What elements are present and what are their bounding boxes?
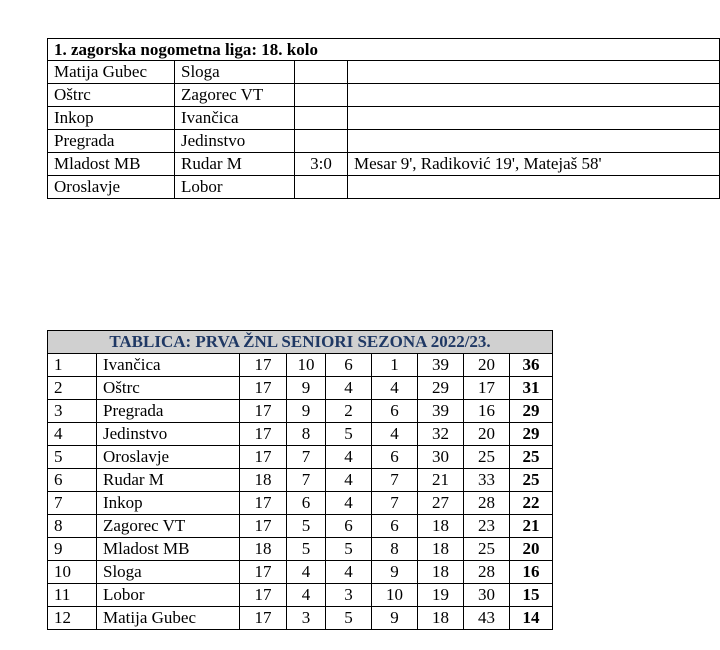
wins: 3: [287, 607, 326, 630]
standings-row: [48, 607, 553, 630]
standings-row: [48, 492, 553, 515]
losses: 8: [372, 538, 418, 561]
standings-row: [48, 446, 553, 469]
match-score: [295, 176, 348, 199]
wins: 7: [287, 469, 326, 492]
position: 12: [48, 607, 97, 630]
draws: 5: [326, 423, 372, 446]
draws: 3: [326, 584, 372, 607]
losses: 6: [372, 400, 418, 423]
position: 3: [48, 400, 97, 423]
team-name: Lobor: [97, 584, 240, 607]
played: 17: [240, 584, 287, 607]
losses: 4: [372, 423, 418, 446]
standings-table: [47, 330, 553, 630]
goals-against: 17: [464, 377, 510, 400]
played: 17: [240, 446, 287, 469]
standings-row: [48, 561, 553, 584]
draws: 6: [326, 515, 372, 538]
goals-for: 39: [418, 354, 464, 377]
wins: 5: [287, 515, 326, 538]
standings-row: [48, 538, 553, 561]
home-team: Oštrc: [48, 84, 175, 107]
played: 17: [240, 561, 287, 584]
played: 17: [240, 400, 287, 423]
match-score: [295, 61, 348, 84]
points: 14: [510, 607, 553, 630]
team-name: Rudar M: [97, 469, 240, 492]
goal-scorers: [348, 84, 720, 107]
away-team: Rudar M: [175, 153, 295, 176]
draws: 6: [326, 354, 372, 377]
points: 36: [510, 354, 553, 377]
points: 29: [510, 400, 553, 423]
round-title-row: [48, 39, 720, 61]
standings-row: [48, 584, 553, 607]
goals-against: 25: [464, 446, 510, 469]
points: 31: [510, 377, 553, 400]
points: 25: [510, 469, 553, 492]
goals-against: 25: [464, 538, 510, 561]
wins: 8: [287, 423, 326, 446]
match-score: 3:0: [295, 153, 348, 176]
played: 17: [240, 423, 287, 446]
losses: 4: [372, 377, 418, 400]
losses: 9: [372, 561, 418, 584]
played: 17: [240, 492, 287, 515]
draws: 4: [326, 561, 372, 584]
away-team: Jedinstvo: [175, 130, 295, 153]
played: 18: [240, 538, 287, 561]
away-team: Lobor: [175, 176, 295, 199]
losses: 1: [372, 354, 418, 377]
match-row: [48, 84, 720, 107]
home-team: Matija Gubec: [48, 61, 175, 84]
goals-against: 16: [464, 400, 510, 423]
played: 17: [240, 354, 287, 377]
played: 18: [240, 469, 287, 492]
played: 17: [240, 377, 287, 400]
standings-title: TABLICA: PRVA ŽNL SENIORI SEZONA 2022/23.: [48, 331, 553, 354]
losses: 6: [372, 515, 418, 538]
team-name: Oštrc: [97, 377, 240, 400]
draws: 5: [326, 538, 372, 561]
losses: 6: [372, 446, 418, 469]
goals-against: 28: [464, 492, 510, 515]
wins: 7: [287, 446, 326, 469]
team-name: Mladost MB: [97, 538, 240, 561]
goal-scorers: [348, 130, 720, 153]
goals-against: 43: [464, 607, 510, 630]
goal-scorers: [348, 176, 720, 199]
team-name: Ivančica: [97, 354, 240, 377]
away-team: Sloga: [175, 61, 295, 84]
match-score: [295, 84, 348, 107]
goals-for: 19: [418, 584, 464, 607]
position: 10: [48, 561, 97, 584]
points: 25: [510, 446, 553, 469]
match-row: [48, 61, 720, 84]
points: 20: [510, 538, 553, 561]
position: 1: [48, 354, 97, 377]
position: 9: [48, 538, 97, 561]
match-score: [295, 130, 348, 153]
points: 29: [510, 423, 553, 446]
draws: 2: [326, 400, 372, 423]
round-results-table: [47, 38, 720, 199]
wins: 6: [287, 492, 326, 515]
round-title: 1. zagorska nogometna liga: 18. kolo: [48, 39, 720, 61]
played: 17: [240, 515, 287, 538]
goals-for: 18: [418, 538, 464, 561]
wins: 4: [287, 561, 326, 584]
losses: 7: [372, 469, 418, 492]
home-team: Mladost MB: [48, 153, 175, 176]
goal-scorers: [348, 107, 720, 130]
wins: 10: [287, 354, 326, 377]
goals-against: 20: [464, 354, 510, 377]
match-row: [48, 153, 720, 176]
losses: 7: [372, 492, 418, 515]
home-team: Inkop: [48, 107, 175, 130]
goals-for: 27: [418, 492, 464, 515]
draws: 4: [326, 446, 372, 469]
goals-for: 39: [418, 400, 464, 423]
position: 4: [48, 423, 97, 446]
points: 21: [510, 515, 553, 538]
match-row: [48, 107, 720, 130]
team-name: Oroslavje: [97, 446, 240, 469]
goals-against: 28: [464, 561, 510, 584]
match-row: [48, 130, 720, 153]
away-team: Ivančica: [175, 107, 295, 130]
points: 15: [510, 584, 553, 607]
points: 22: [510, 492, 553, 515]
goal-scorers: [348, 61, 720, 84]
goals-for: 21: [418, 469, 464, 492]
position: 7: [48, 492, 97, 515]
goals-against: 30: [464, 584, 510, 607]
wins: 4: [287, 584, 326, 607]
team-name: Matija Gubec: [97, 607, 240, 630]
position: 5: [48, 446, 97, 469]
goals-for: 18: [418, 561, 464, 584]
goals-for: 32: [418, 423, 464, 446]
points: 16: [510, 561, 553, 584]
standings-row: [48, 354, 553, 377]
position: 11: [48, 584, 97, 607]
standings-row: [48, 400, 553, 423]
team-name: Inkop: [97, 492, 240, 515]
goals-against: 23: [464, 515, 510, 538]
position: 8: [48, 515, 97, 538]
team-name: Sloga: [97, 561, 240, 584]
home-team: Oroslavje: [48, 176, 175, 199]
match-score: [295, 107, 348, 130]
goals-for: 29: [418, 377, 464, 400]
losses: 9: [372, 607, 418, 630]
standings-row: [48, 423, 553, 446]
standings-row: [48, 515, 553, 538]
match-row: [48, 176, 720, 199]
away-team: Zagorec VT: [175, 84, 295, 107]
standings-row: [48, 377, 553, 400]
goals-against: 33: [464, 469, 510, 492]
played: 17: [240, 607, 287, 630]
home-team: Pregrada: [48, 130, 175, 153]
goal-scorers: Mesar 9', Radiković 19', Matejaš 58': [348, 153, 720, 176]
draws: 5: [326, 607, 372, 630]
goals-for: 18: [418, 607, 464, 630]
goals-against: 20: [464, 423, 510, 446]
wins: 5: [287, 538, 326, 561]
goals-for: 30: [418, 446, 464, 469]
team-name: Pregrada: [97, 400, 240, 423]
losses: 10: [372, 584, 418, 607]
goals-for: 18: [418, 515, 464, 538]
draws: 4: [326, 377, 372, 400]
wins: 9: [287, 400, 326, 423]
standings-row: [48, 469, 553, 492]
team-name: Jedinstvo: [97, 423, 240, 446]
draws: 4: [326, 469, 372, 492]
wins: 9: [287, 377, 326, 400]
team-name: Zagorec VT: [97, 515, 240, 538]
position: 2: [48, 377, 97, 400]
draws: 4: [326, 492, 372, 515]
position: 6: [48, 469, 97, 492]
standings-title-row: [48, 331, 553, 354]
